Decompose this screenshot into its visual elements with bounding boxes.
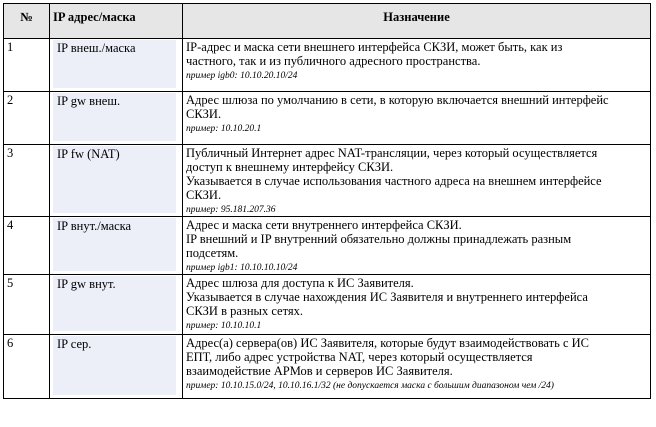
ip-address-table xyxy=(3,3,651,399)
header-purpose: Назначение xyxy=(183,4,651,39)
purpose-cell xyxy=(183,145,651,217)
ip-label: IP внеш./маска xyxy=(57,41,136,55)
example-text: пример: 10.10.20.1 xyxy=(186,124,262,134)
ip-field-cell[interactable] xyxy=(50,145,183,217)
row-number: 2 xyxy=(4,92,50,145)
ip-field-cell[interactable] xyxy=(50,92,183,145)
header-ip-mask: IP адрес/маска xyxy=(50,4,183,39)
purpose-cell xyxy=(183,92,651,145)
purpose-line: взаимодействие АРМов и серверов ИС Заявителя. xyxy=(186,364,453,378)
ip-field-cell[interactable] xyxy=(50,275,183,335)
header-number: № xyxy=(4,4,50,39)
purpose-line: СКЗИ. xyxy=(186,188,222,202)
table-header-row xyxy=(4,4,651,39)
ip-field-cell[interactable] xyxy=(50,217,183,275)
purpose-line: СКЗИ. xyxy=(186,107,222,121)
row-number: 4 xyxy=(4,217,50,275)
purpose-line: IP-адрес и маска сети внешнего интерфейса СКЗИ, может быть, как из xyxy=(186,40,563,54)
purpose-line: Указывается в случае использования частного адреса на внешнем интерфейсе xyxy=(186,174,602,188)
row-number: 6 xyxy=(4,335,50,399)
ip-label: IP gw внут. xyxy=(57,277,116,291)
example-text: пример: 10.10.10.1 xyxy=(186,321,262,331)
table-row xyxy=(4,145,651,217)
purpose-cell xyxy=(183,275,651,335)
purpose-cell xyxy=(183,217,651,275)
example-text: пример igb1: 10.10.10.10/24 xyxy=(186,263,298,273)
ip-label: IP сер. xyxy=(57,337,92,351)
table-row xyxy=(4,217,651,275)
ip-field-cell[interactable] xyxy=(50,335,183,399)
table-row xyxy=(4,275,651,335)
purpose-line: Адрес шлюза для доступа к ИС Заявителя. xyxy=(186,276,414,290)
ip-label: IP fw (NAT) xyxy=(57,147,120,161)
purpose-line: Адрес шлюза по умолчанию в сети, в которую включается внешний интерфейс xyxy=(186,93,609,107)
purpose-line: доступ к внешнему интерфейсу СКЗИ. xyxy=(186,160,394,174)
purpose-line: Публичный Интернет адрес NAT-трансляции, через который осуществляется xyxy=(186,146,598,160)
ip-field-cell[interactable] xyxy=(50,39,183,92)
purpose-line: СКЗИ в разных сетях. xyxy=(186,304,303,318)
ip-label: IP gw внеш. xyxy=(57,94,121,108)
purpose-line: Указывается в случае нахождения ИС Заявителя и внутреннего интерфейса xyxy=(186,290,588,304)
ip-label: IP внут./маска xyxy=(57,219,132,233)
table-row xyxy=(4,92,651,145)
purpose-line: Адрес(а) сервера(ов) ИС Заявителя, которые будут взаимодействовать с ИС xyxy=(186,336,589,350)
example-text: пример igb0: 10.10.20.10/24 xyxy=(186,71,298,81)
row-number: 1 xyxy=(4,39,50,92)
purpose-line: подсетям. xyxy=(186,246,239,260)
row-number: 3 xyxy=(4,145,50,217)
purpose-cell xyxy=(183,39,651,92)
purpose-line: Адрес и маска сети внутреннего интерфейса СКЗИ. xyxy=(186,218,462,232)
purpose-line: частного, так и из публичного адресного пространства. xyxy=(186,54,481,68)
purpose-cell xyxy=(183,335,651,399)
purpose-line: IP внешний и IP внутренний обязательно должны принадлежать разным xyxy=(186,232,572,246)
table-row xyxy=(4,39,651,92)
row-number: 5 xyxy=(4,275,50,335)
example-text: пример: 95.181.207.36 xyxy=(186,205,276,215)
example-text: пример: 10.10.15.0/24, 10.10.16.1/32 (не допускается маска с большим диапазоном чем /24) xyxy=(186,381,554,391)
purpose-line: ЕПТ, либо адрес устройства NAT, через который осуществляется xyxy=(186,350,533,364)
table-row xyxy=(4,335,651,399)
